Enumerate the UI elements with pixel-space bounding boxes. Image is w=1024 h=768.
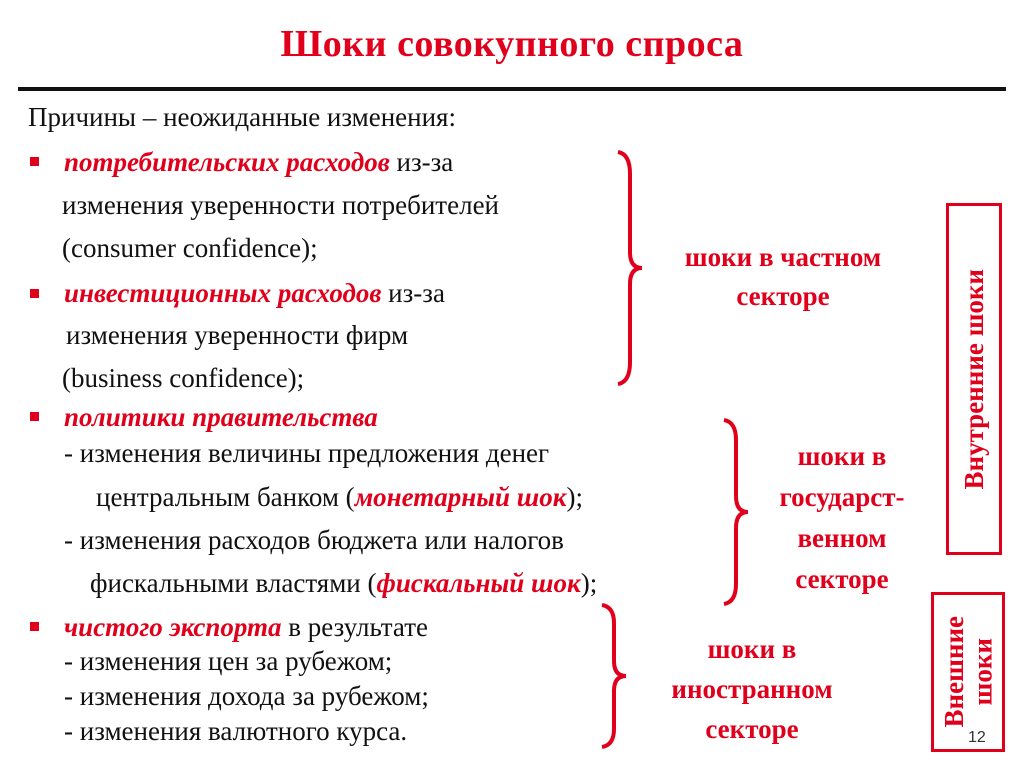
exports-heading (64, 614, 428, 641)
fiscal-shock-term: фискальный шок (376, 568, 581, 598)
government-line-3-pre: центральным банком ( (96, 482, 355, 512)
government-line-4: - изменения расходов бюджета или налогов (64, 525, 564, 555)
government-heading-red: политики правительства (64, 402, 378, 432)
slide-title: Шоки совокупного спроса (280, 23, 744, 65)
exports-line-4: - изменения валютного курса. (64, 716, 408, 746)
bullet-exports (30, 622, 39, 631)
external-shocks-line-2: шоки (967, 638, 997, 706)
page-number: 12 (968, 729, 986, 746)
bullet-consumer (30, 157, 39, 166)
internal-shocks-text: Внутренние шоки (958, 268, 989, 490)
consumer-heading (64, 149, 453, 176)
consumer-heading-red: потребительских расходов (64, 147, 390, 177)
title-divider (18, 87, 1006, 91)
bullet-government (30, 412, 39, 421)
label-private-line-2: секторе (736, 281, 830, 312)
label-private-sector (653, 238, 913, 316)
government-line-5 (90, 570, 597, 597)
consumer-line-2: изменения уверенности потребителей (62, 190, 499, 220)
monetary-shock-term: монетарный шок (354, 482, 567, 512)
intro-text: Причины – неожиданные изменения: (28, 102, 456, 132)
label-foreign-line-2: иностранном (671, 673, 833, 704)
label-government-line-2: государст- (779, 482, 905, 513)
external-shocks-text (940, 616, 997, 727)
internal-shocks-box (946, 203, 1002, 555)
label-government-sector (752, 436, 932, 600)
investment-heading-rest: из-за (381, 278, 445, 308)
consumer-line-3: (consumer confidence); (62, 233, 318, 263)
investment-line-3: (business confidence); (62, 363, 305, 393)
government-line-3 (96, 484, 583, 511)
government-line-5-pre: фискальными властями ( (90, 568, 377, 598)
label-government-line-4: секторе (795, 564, 889, 595)
label-government-line-1: шоки в (797, 441, 887, 471)
brace-government-sector (722, 418, 752, 606)
government-line-5-post: ); (580, 568, 598, 598)
bullet-investment (30, 289, 39, 298)
label-foreign-line-3: секторе (705, 713, 799, 744)
external-shocks-line-1: Внешние (938, 616, 969, 728)
exports-heading-rest: в результате (281, 612, 428, 642)
government-line-2: - изменения величины предложения денег (64, 438, 550, 468)
brace-private-sector (616, 150, 646, 386)
label-private-line-1: шоки в частном (684, 242, 882, 272)
exports-line-3: - изменения дохода за рубежом; (64, 681, 429, 711)
government-line-3-post: ); (566, 482, 583, 512)
label-foreign-line-1: шоки в (707, 634, 797, 664)
investment-heading-red: инвестиционных расходов (64, 278, 382, 308)
exports-line-2: - изменения цен за рубежом; (64, 646, 393, 676)
label-government-line-3: венном (797, 523, 887, 554)
government-heading (64, 404, 378, 431)
investment-line-2: изменения уверенности фирм (66, 320, 409, 350)
investment-heading (64, 280, 445, 307)
brace-foreign-sector (600, 603, 630, 749)
consumer-heading-rest: из-за (389, 147, 454, 177)
exports-heading-red: чистого экспорта (64, 612, 282, 642)
external-shocks-box (931, 592, 1005, 752)
label-foreign-sector (632, 630, 872, 750)
